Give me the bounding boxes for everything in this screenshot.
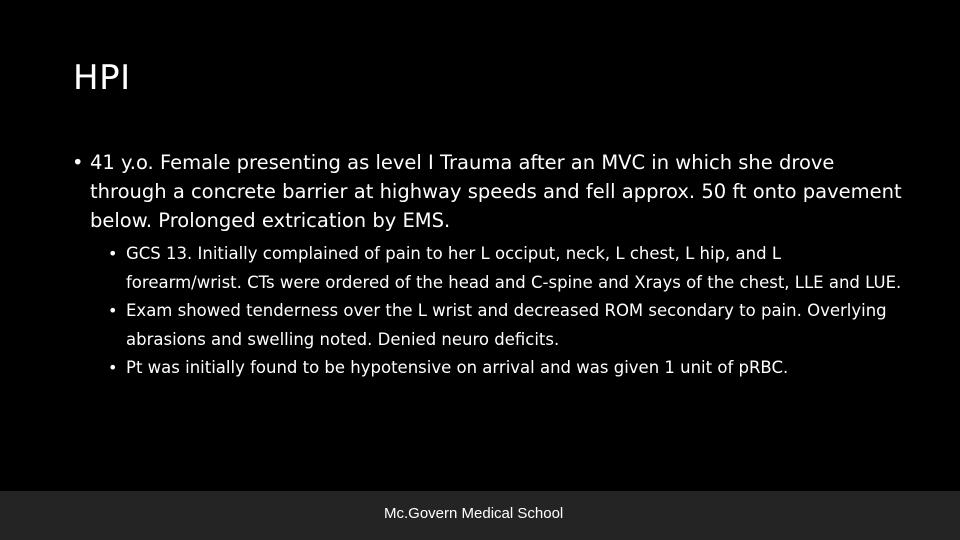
main-bullet-point <box>72 148 902 235</box>
sub-bullet-point <box>108 297 902 354</box>
bullet-icon: • <box>108 301 118 320</box>
sub-bullet-point <box>108 240 902 297</box>
main-bullet-text: 41 y.o. Female presenting as level I Trauma after an MVC in which she drove through a concrete barrier at highway speeds and fell approx. 50 ft onto pavement below. Prolonged extrication by EMS. <box>90 151 902 232</box>
bullet-icon: • <box>72 151 84 174</box>
sub-bullet-text: Exam showed tenderness over the L wrist and decreased ROM secondary to pain. Overlying abrasions and swelling noted. Denied neuro deficits. <box>126 301 887 349</box>
slide-body <box>72 148 902 383</box>
sub-bullet-point <box>108 354 902 383</box>
bullet-icon: • <box>108 358 118 377</box>
sub-bullet-text: Pt was initially found to be hypotensive on arrival and was given 1 unit of pRBC. <box>126 358 789 377</box>
slide-title: HPI <box>73 58 131 98</box>
footer-bar <box>0 491 960 540</box>
bullet-icon: • <box>108 244 118 263</box>
footer-text: Mc.Govern Medical School <box>384 505 564 522</box>
sub-bullet-text: GCS 13. Initially complained of pain to her L occiput, neck, L chest, L hip, and L forearm/wrist. CTs were ordered of the head and C-spine and Xrays of the chest, LLE and LUE. <box>126 244 902 292</box>
sub-bullet-list <box>72 240 902 383</box>
